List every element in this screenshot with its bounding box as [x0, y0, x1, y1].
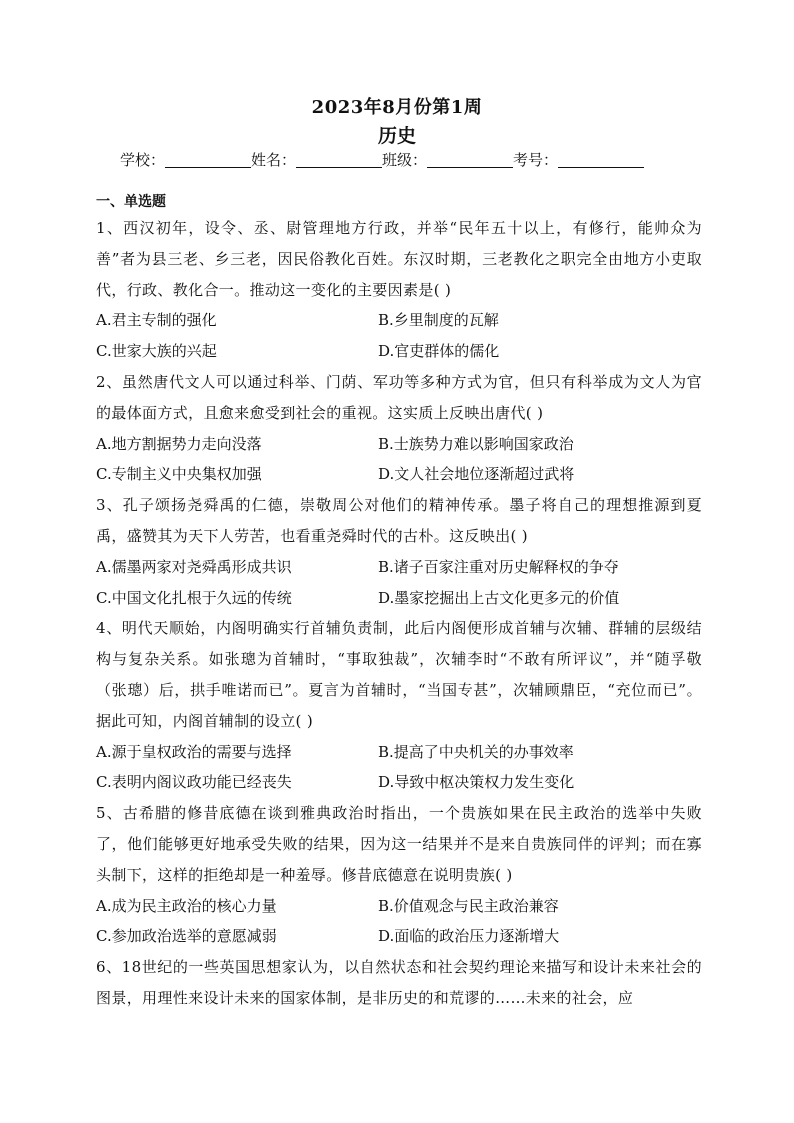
- option-row: [96, 552, 702, 583]
- class-label: 班级：: [382, 151, 428, 169]
- exam-title: 2023年8月份第1周: [311, 97, 483, 118]
- question-stem: 2、虽然唐代文人可以通过科举、门荫、军功等多种方式为官，但只有科举成为文人为官的最体面方式，且愈来愈受到社会的重视。这实质上反映出唐代( ): [96, 372, 702, 422]
- option-row: [96, 305, 702, 336]
- option-row: [96, 429, 702, 460]
- question-content: [96, 189, 702, 1014]
- question-stem: 4、明代天顺始，内阁明确实行首辅负责制，此后内阁便形成首辅与次辅、群辅的层级结构与复杂关系。如张璁为首辅时，“事取独裁”，次辅李时“不敢有所评议”，并“随孚敬（张璁）后，拱手唯诺而已”。夏言为首辅时，“当国专甚”，次辅顾鼎臣，“充位而已”。据此可知，内阁首辅制的设立( ): [96, 619, 702, 730]
- question-stem: 3、孔子颂扬尧舜禹的仁德，崇敬周公对他们的精神传承。墨子将自己的理想推源到夏禹，盛赞其为天下人劳苦，也看重尧舜时代的古朴。这反映出( ): [96, 496, 702, 545]
- question-6: [96, 952, 702, 1014]
- option-row: [96, 459, 702, 490]
- option-a: A.源于皇权政治的需要与选择: [96, 742, 292, 761]
- question-1: [96, 213, 702, 367]
- question-5: [96, 798, 702, 952]
- school-field: [120, 149, 251, 171]
- option-a: A.君主专制的强化: [96, 311, 217, 330]
- option-c: C.世家大族的兴起: [96, 342, 217, 361]
- option-b: B.士族势力难以影响国家政治: [378, 434, 574, 453]
- question-4: [96, 613, 702, 798]
- section-heading: 一、单选题: [96, 194, 166, 210]
- option-d: D.墨家挖掘出上古文化更多元的价值: [378, 588, 620, 607]
- option-d: D.面临的政治压力逐渐增大: [378, 927, 560, 946]
- student-info-line: [120, 149, 680, 171]
- question-2: [96, 367, 702, 490]
- exam-number-field: [513, 149, 644, 171]
- option-c: C.表明内阁议政功能已经丧失: [96, 773, 292, 792]
- exam-number-label: 考号：: [513, 151, 559, 169]
- option-row: [96, 583, 702, 614]
- option-c: C.参加政治选举的意愿减弱: [96, 927, 277, 946]
- question-stem: 6、18世纪的一些英国思想家认为，以自然状态和社会契约理论来描写和设计未来社会的图景，用理性来设计未来的国家体制，是非历史的和荒谬的……未来的社会，应: [96, 958, 702, 1007]
- option-a: A.儒墨两家对尧舜禹形成共识: [96, 557, 292, 576]
- school-label: 学校：: [120, 151, 166, 169]
- option-row: [96, 737, 702, 768]
- option-d: D.导致中枢决策权力发生变化: [378, 773, 575, 792]
- option-d: D.官吏群体的儒化: [378, 342, 500, 361]
- question-3: [96, 490, 702, 613]
- name-field: [251, 149, 382, 171]
- exam-number-blank: [558, 151, 644, 168]
- option-a: A.成为民主政治的核心力量: [96, 896, 277, 915]
- option-a: A.地方割据势力走向没落: [96, 434, 262, 453]
- option-b: B.提高了中央机关的办事效率: [378, 742, 574, 761]
- option-b: B.诸子百家注重对历史解释权的争夺: [378, 557, 619, 576]
- option-c: C.专制主义中央集权加强: [96, 465, 262, 484]
- option-row: [96, 921, 702, 952]
- option-d: D.文人社会地位逐渐超过武将: [378, 465, 575, 484]
- question-stem: 5、古希腊的修昔底德在谈到雅典政治时指出，一个贵族如果在民主政治的选举中失败了，他们能够更好地承受失败的结果，因为这一结果并不是来自贵族同伴的评判；而在寡头制下，这样的拒绝却是一种羞辱。修昔底德意在说明贵族( ): [96, 804, 702, 884]
- class-field: [382, 149, 513, 171]
- option-b: B.乡里制度的瓦解: [378, 311, 499, 330]
- subject-title: 历史: [377, 125, 416, 147]
- name-blank: [296, 151, 382, 168]
- question-stem: 1、西汉初年，设令、丞、尉管理地方行政，并举“民年五十以上，有修行，能帅众为善”者为县三老、乡三老，因民俗教化百姓。东汉时期，三老教化之职完全由地方小吏取代，行政、教化合一。推动这一变化的主要因素是( ): [96, 219, 702, 299]
- option-b: B.价值观念与民主政治兼容: [378, 896, 559, 915]
- class-blank: [427, 151, 513, 168]
- option-row: [96, 767, 702, 798]
- option-c: C.中国文化扎根于久远的传统: [96, 588, 292, 607]
- option-row: [96, 336, 702, 367]
- option-row: [96, 891, 702, 922]
- name-label: 姓名：: [251, 151, 297, 169]
- school-blank: [165, 151, 251, 168]
